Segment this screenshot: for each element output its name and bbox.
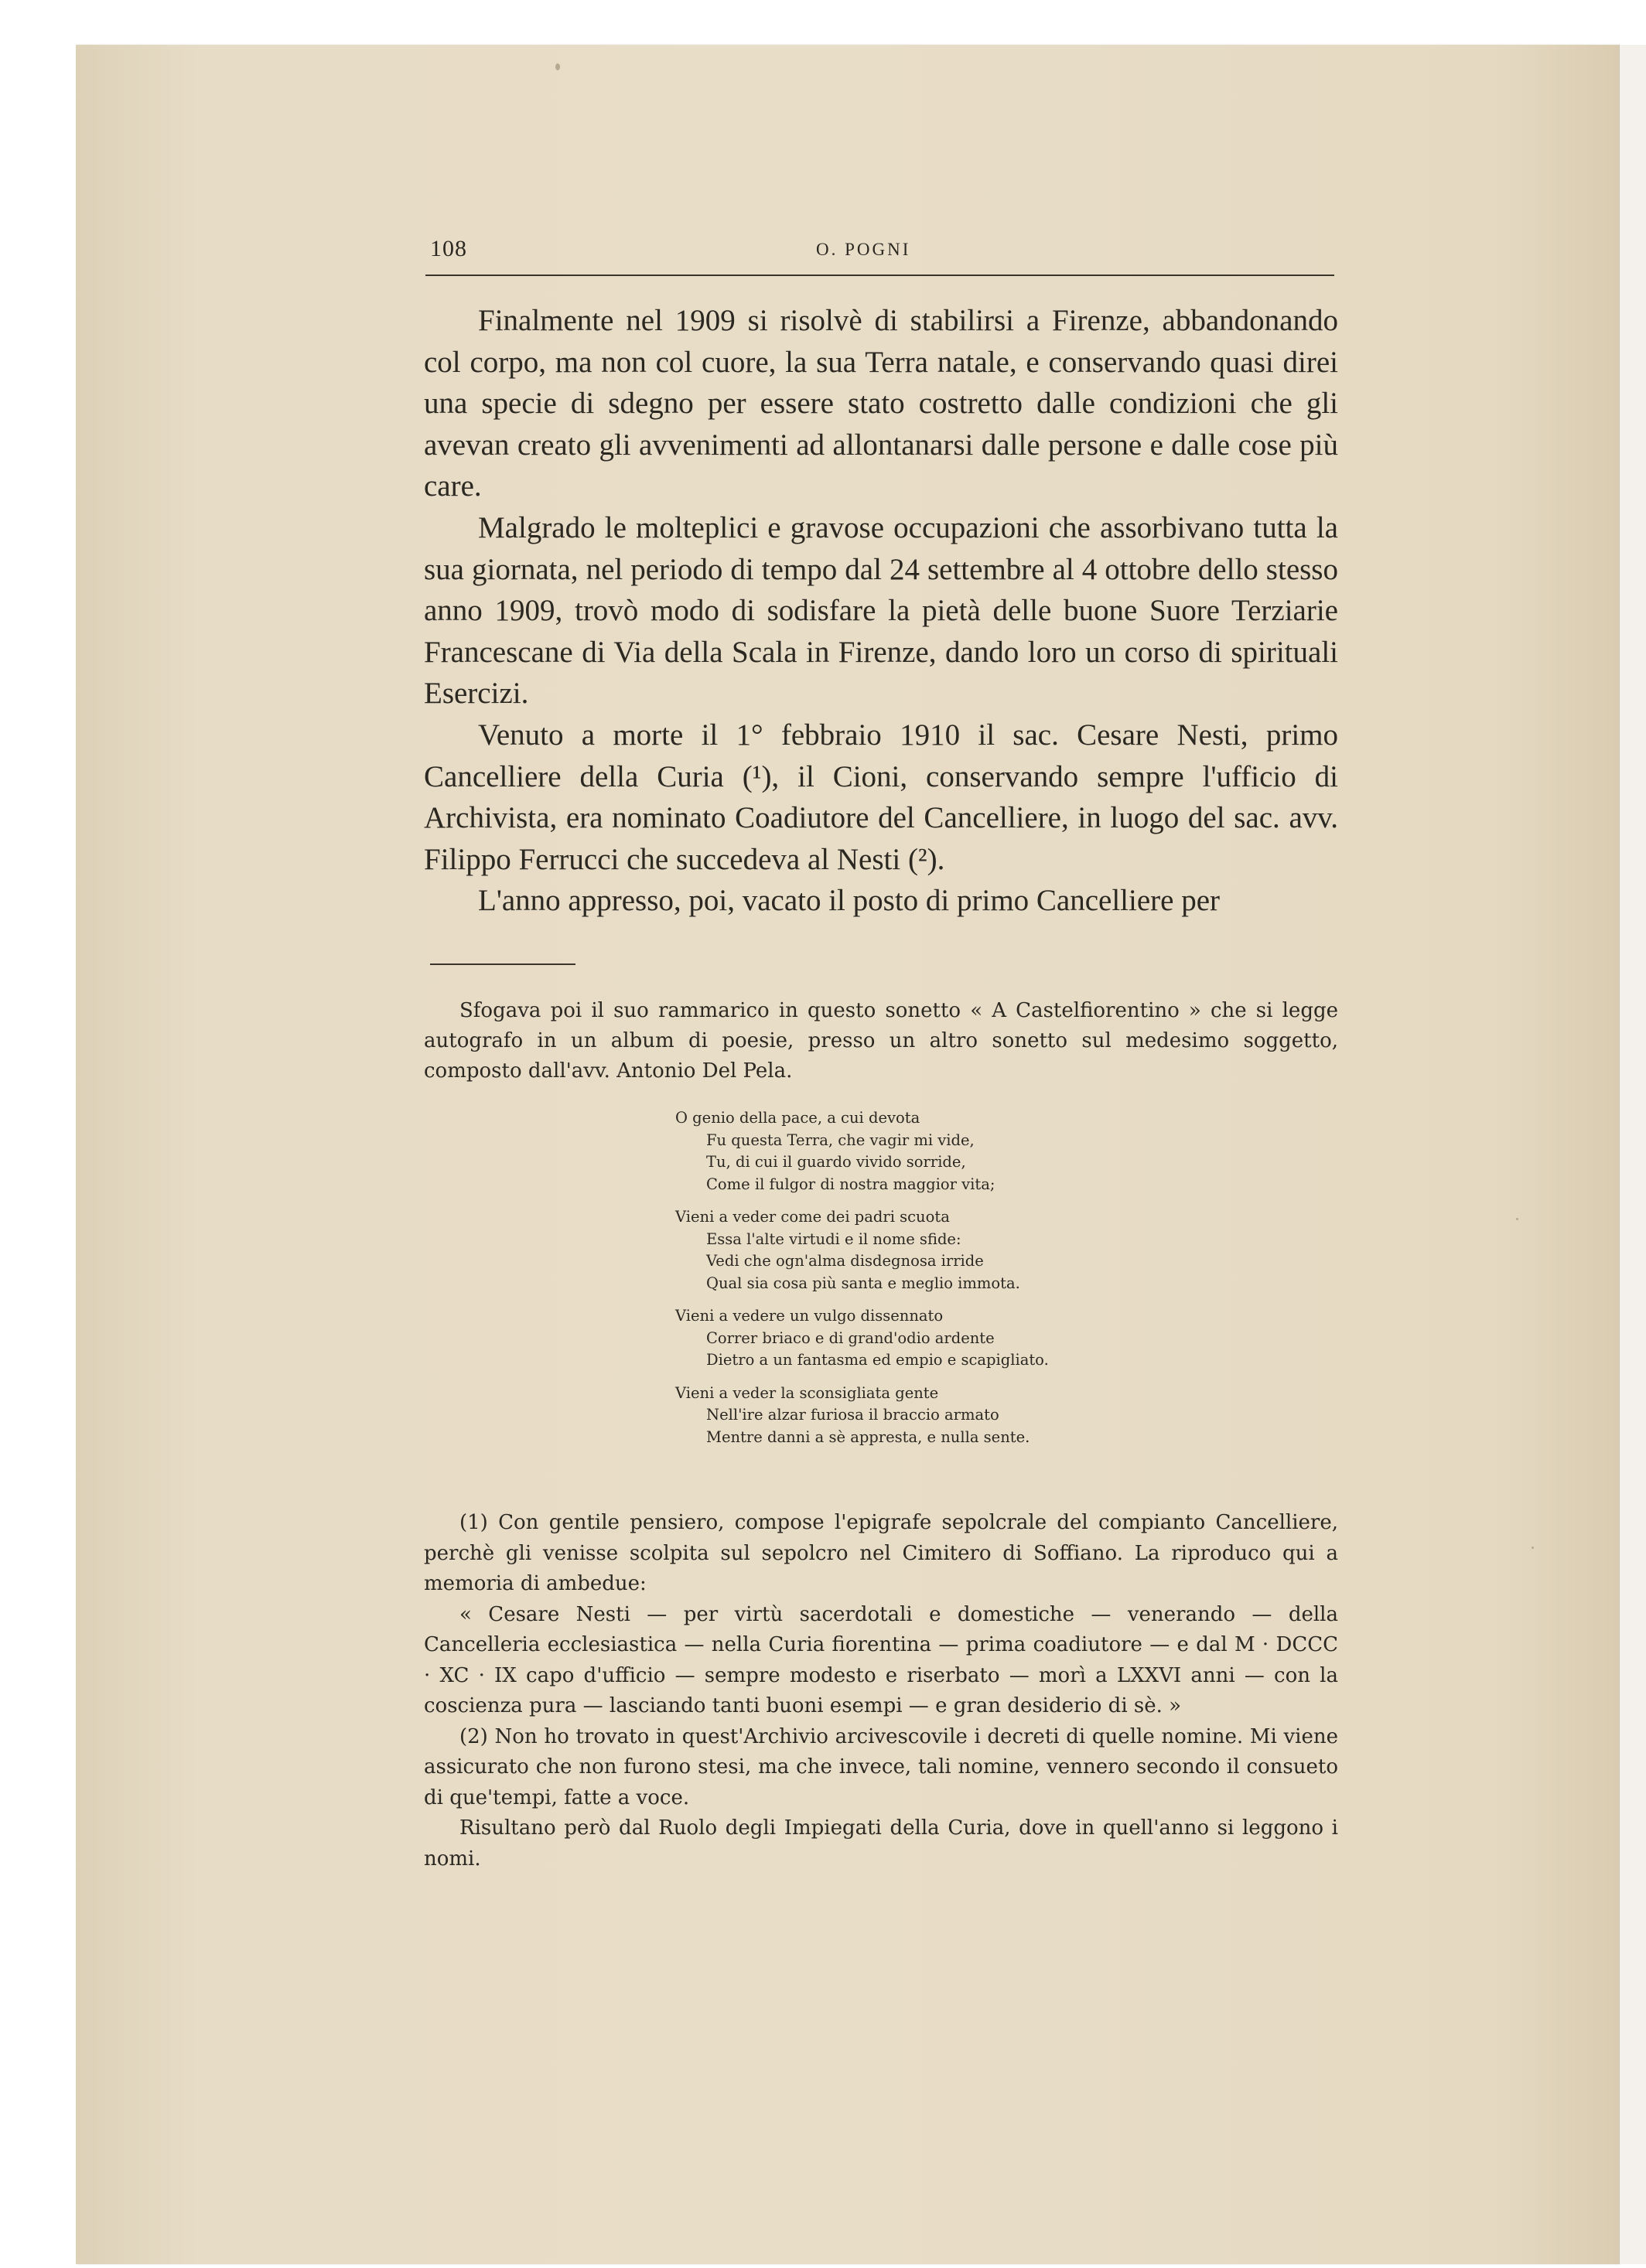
footnote-intro-text: Sfogava poi il suo rammarico in questo sonetto « A Castelfiorentino » che si legge autografo in un album di poesie, presso un altro sonetto sul medesimo soggetto, composto dall'avv. Antonio Del Pela. xyxy=(424,999,1338,1083)
sonnet-stanza xyxy=(675,1206,1155,1294)
poem-line: O genio della pace, a cui devota xyxy=(675,1109,920,1127)
poem-line: Tu, di cui il guardo vivido sorride, xyxy=(706,1153,966,1171)
poem-line: Correr briaco e di grand'odio ardente xyxy=(706,1328,995,1347)
body-paragraph: Venuto a morte il 1° febbraio 1910 il sac. Cesare Nesti, primo Cancelliere della Curia (¹), il Cioni, conservando sempre l'ufficio di Archivista, era nominato Coadiutore del Cancelliere, in luogo del sac. avv. Filippo Ferrucci che succedeva al Nesti (²). xyxy=(424,718,1338,876)
paper-speck xyxy=(1532,1547,1534,1549)
footnotes xyxy=(424,1508,1338,1874)
poem-line: Fu questa Terra, che vagir mi vide, xyxy=(706,1131,975,1149)
page-number: 108 xyxy=(430,236,467,261)
poem-line: Nell'ire alzar furiosa il braccio armato xyxy=(706,1406,999,1424)
body-paragraph: L'anno appresso, poi, vacato il posto di primo Cancelliere per xyxy=(478,884,1221,918)
body-paragraph: Finalmente nel 1909 si risolvè di stabilirsi a Firenze, abbandonando col corpo, ma non col cuore, la sua Terra natale, e conservando quasi direi una specie di sdegno per essere stato costretto dalle condizioni che gli avevan creato gli avvenimenti ad allontanarsi dalle persone e dalle cose più care. xyxy=(424,304,1338,503)
poem-line: Dietro a un fantasma ed empio e scapigliato. xyxy=(706,1351,1049,1369)
header-rule xyxy=(425,275,1334,276)
sonnet-stanza xyxy=(675,1383,1155,1449)
footnote: Risultano però dal Ruolo degli Impiegati della Curia, dove in quell'anno si leggono i nomi. xyxy=(424,1816,1338,1871)
sonnet-stanza xyxy=(675,1305,1155,1372)
body-paragraph: Malgrado le molteplici e gravose occupazioni che assorbivano tutta la sua giornata, nel periodo di tempo dal 24 settembre al 4 ottobre dello stesso anno 1909, trovò modo di sodisfare la pietà delle buone Suore Terziarie Francescane di Via della Scala in Firenze, dando loro un corso di spirituali Esercizi. xyxy=(424,510,1338,711)
poem-line: Qual sia cosa più santa e meglio immota. xyxy=(706,1274,1020,1292)
sonnet xyxy=(675,1107,1155,1459)
footnote-rule xyxy=(430,963,575,965)
paper-speck xyxy=(555,63,560,70)
footnote: (1) Con gentile pensiero, compose l'epigrafe sepolcrale del compianto Cancelliere, perchè gli venisse scolpita sul sepolcro nel Cimitero di Soffiano. La riproduco qui a memoria di ambedue: xyxy=(424,1511,1338,1595)
poem-line: Vieni a veder la sconsigliata gente xyxy=(675,1383,939,1402)
poem-line: Mentre danni a sè appresta, e nulla sente. xyxy=(706,1427,1030,1446)
poem-line: Vieni a veder come dei padri scuota xyxy=(675,1208,950,1226)
paper-speck xyxy=(1516,1218,1518,1220)
poem-line: Vieni a vedere un vulgo dissennato xyxy=(675,1307,944,1325)
poem-line: Vedi che ogn'alma disdegnosa irride xyxy=(706,1252,984,1270)
sonnet-stanza xyxy=(675,1107,1155,1195)
footnote: (2) Non ho trovato in quest'Archivio arcivescovile i decreti di quelle nomine. Mi viene assicurato che non furono stesi, ma che invece, tali nomine, vennero secondo il consueto di que'tempi, fatte a voce. xyxy=(424,1724,1338,1809)
body-text xyxy=(424,300,1338,922)
paper-edge xyxy=(1619,45,1646,2264)
poem-line: Essa l'alte virtudi e il nome sfide: xyxy=(706,1229,961,1248)
footnote-epigraph: « Cesare Nesti — per virtù sacerdotali e domestiche — venerando — della Cancelleria ecclesiastica — nella Curia fiorentina — prima coadiutore — e dal M · DCCC · XC · IX capo d'ufficio — sempre modesto e riserbato — morì a LXXVI anni — con la coscienza pura — lasciando tanti buoni esempi — e gran desiderio di sè. » xyxy=(424,1602,1338,1717)
running-head: O. POGNI xyxy=(816,240,911,259)
footnote-intro xyxy=(424,996,1338,1086)
poem-line: Come il fulgor di nostra maggior vita; xyxy=(706,1175,995,1193)
